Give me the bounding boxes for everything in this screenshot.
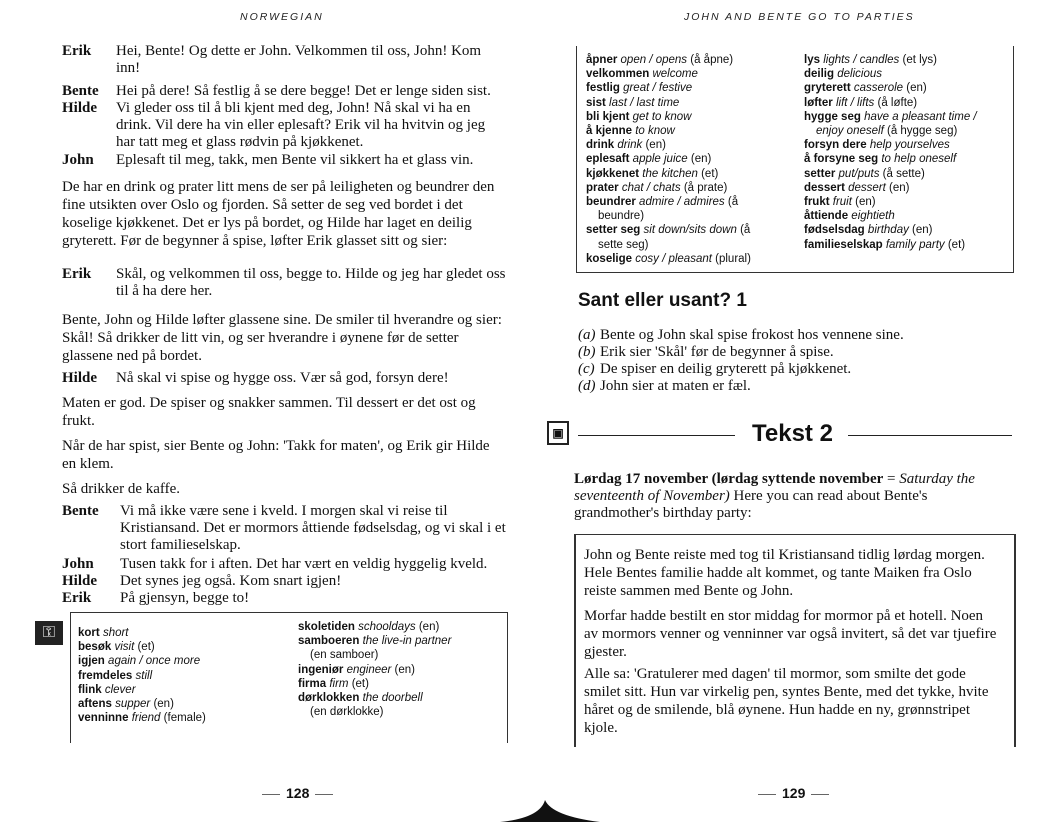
vocab-entry: festlig great / festive	[586, 82, 693, 95]
page-number: 129	[752, 785, 835, 801]
dialogue-line	[62, 573, 507, 590]
dialogue-text: Hei, Bente! Og dette er John. Velkommen til oss, John! Kom inn!	[116, 43, 482, 76]
dialogue-line	[62, 556, 507, 573]
vocab-entry: igjen again / once more	[78, 655, 201, 668]
dialogue-text: Nå skal vi spise og hygge oss. Vær så god, forsyn dere!	[116, 370, 449, 386]
vocab-entry: deilig delicious	[804, 68, 882, 81]
dialogue-line	[62, 370, 507, 387]
running-header: NORWEGIAN	[240, 11, 324, 23]
speaker-name: Bente	[62, 503, 99, 519]
dialogue-text: Det synes jeg også. Kom snart igjen!	[120, 573, 342, 589]
speaker-name: John	[62, 152, 94, 168]
vocab-entry: sist last / last time	[586, 96, 680, 109]
vocab-entry: fødselsdag birthday (en)	[804, 224, 933, 237]
dialogue-text: Tusen takk for i aften. Det har vært en veldig hyggelig kveld.	[120, 556, 488, 572]
vocab-entry: flink clever	[78, 683, 136, 696]
vocab-entry: venninne friend (female)	[78, 712, 206, 725]
narrative-paragraph: Når de har spist, sier Bente og John: 'Takk for maten', og Erik gir Hilde en klem.	[62, 438, 490, 472]
vocab-entry: å forsyne seg to help oneself	[804, 153, 957, 166]
book-spine-shadow	[500, 800, 600, 822]
vocab-entry: løfter lift / lifts (å løfte)	[804, 96, 918, 109]
speaker-name: Hilde	[62, 100, 98, 116]
vocab-entry: prater chat / chats (å prate)	[586, 181, 728, 194]
dialogue-line	[62, 503, 507, 554]
vocab-entry: åpner open / opens (å åpne)	[586, 54, 734, 66]
speaker-name: Erik	[62, 266, 92, 282]
speaker-name: Erik	[62, 43, 92, 59]
dialogue-text: Vi gleder oss til å bli kjent med deg, John! Nå skal vi ha en drink. Vil dere ha vin eller eplesaft? Erik vil ha hvitvin og jeg har tatt meg et glass rødvin på kjøkkenet.	[116, 100, 486, 150]
narrative-paragraph: De har en drink og prater litt mens de ser på leiligheten og beundrer den fine utsikten over Oslo og fjorden. Så setter de seg ved bordet i det koselige kjøkkenet. Det er lys på bordet, og Hilde har laget en deilig gryterett. Før de begynner å spise, løfter Erik glasset sitt og sier:	[62, 179, 495, 249]
vocab-entry: setter put/puts (å sette)	[804, 167, 925, 180]
exercise-item: (a) Bente og John skal spise frokost hos vennene sine.	[578, 327, 904, 343]
vocab-entry-continuation: sette seg)	[598, 238, 649, 251]
vocab-entry: setter seg sit down/sits down (å	[586, 224, 751, 237]
vocab-entry: firma firm (et)	[298, 677, 369, 690]
vocab-entry: kjøkkenet the kitchen (et)	[586, 167, 719, 180]
vocab-entry: åttiende eightieth	[804, 210, 895, 223]
vocab-entry: beundrer admire / admires (å	[586, 196, 739, 209]
vocab-entry: samboeren the live-in partner	[298, 635, 452, 648]
speaker-name: Hilde	[62, 573, 98, 589]
speaker-name: John	[62, 556, 94, 572]
vocabulary-column	[298, 620, 503, 719]
vocab-entry: ingeniør engineer (en)	[298, 663, 415, 676]
page-number: 128	[256, 785, 339, 801]
vocab-entry: å kjenne to know	[586, 125, 675, 138]
vocab-entry: aftens supper (en)	[78, 698, 174, 711]
dialogue-line	[62, 266, 507, 300]
dialogue-line	[62, 590, 507, 607]
vocab-entry: velkommen welcome	[586, 68, 698, 81]
vocab-entry: gryterett casserole (en)	[804, 82, 927, 95]
dialogue-text: Eplesaft til meg, takk, men Bente vil sikkert ha et glass vin.	[116, 152, 474, 168]
exercise-item: (d) John sier at maten er fæl.	[578, 378, 751, 394]
vocabulary-column	[804, 53, 1009, 252]
narrative-paragraph: Maten er god. De spiser og snakker sammen. Til dessert er det ost og frukt.	[62, 395, 476, 429]
vocab-entry: dørklokken the doorbell	[298, 692, 423, 705]
vocabulary-column	[586, 53, 798, 266]
key-vocabulary-icon: ⚿	[35, 621, 63, 645]
story-paragraph: Morfar hadde bestilt en stor middag for mormor på et hotell. Noen av mormors venner og venninner var også invitert, så det var tjuefire gjester.	[584, 608, 997, 660]
narrative-paragraph: Så drikker de kaffe.	[62, 481, 181, 497]
speaker-name: Bente	[62, 83, 99, 99]
vocab-entry: drink drink (en)	[586, 139, 666, 152]
story-paragraph: Alle sa: 'Gratulerer med dagen' til mormor, som smilte det gode smilet sitt. Hun var virkelig pen, syntes Bente, med det tykke, hvite håret og de smilende, blå øynene. Hun hadde en ny, grønnstripet kjole.	[584, 666, 989, 736]
vocab-entry-continuation: beundre)	[598, 210, 645, 223]
vocab-entry: besøk visit (et)	[78, 641, 155, 654]
vocab-entry: fremdeles still	[78, 669, 153, 682]
speaker-name: Hilde	[62, 370, 98, 386]
vocab-entry: frukt fruit (en)	[804, 196, 876, 209]
exercise-item: (c) De spiser en deilig gryterett på kjøkkenet.	[578, 361, 852, 377]
dialogue-text: Vi må ikke være sene i kveld. I morgen skal vi reise til Kristiansand. Det er mormors åttiende fødselsdag, og vi skal i et stort familieselskap.	[120, 503, 506, 553]
vocab-entry: skoletiden schooldays (en)	[298, 621, 440, 633]
vocab-entry: bli kjent get to know	[586, 110, 692, 123]
running-header: JOHN AND BENTE GO TO PARTIES	[684, 11, 915, 23]
dialogue-line	[62, 83, 507, 100]
vocab-entry: kort short	[78, 627, 129, 639]
cassette-icon: ▣	[547, 421, 569, 445]
exercise-item: (b) Erik sier 'Skål' før de begynner å spise.	[578, 344, 834, 360]
vocab-entry: dessert dessert (en)	[804, 181, 910, 194]
vocab-entry: koselige cosy / pleasant (plural)	[586, 252, 751, 265]
vocab-entry-continuation: enjoy oneself (å hygge seg)	[816, 125, 958, 138]
vocab-entry: forsyn dere help yourselves	[804, 139, 950, 152]
dialogue-text: Hei på dere! Så festlig å se dere begge! Det er lenge siden sist.	[116, 83, 491, 99]
left-page	[0, 0, 520, 822]
narrative-paragraph: Bente, John og Hilde løfter glassene sine. De smiler til hverandre og sier: Skål! Så drikker de litt vin, og ser hverandre i øynene før de setter glassene ned på bordet.	[62, 312, 502, 364]
vocabulary-column	[78, 626, 278, 725]
dialogue-line	[62, 100, 507, 151]
vocab-entry: eplesaft apple juice (en)	[586, 153, 712, 166]
vocab-entry: lys lights / candles (et lys)	[804, 54, 937, 66]
speaker-name: Erik	[62, 590, 92, 606]
dialogue-line	[62, 43, 507, 77]
vocab-entry-continuation: (en samboer)	[310, 649, 379, 662]
section-intro: Lørdag 17 november (lørdag syttende november = Saturday the seventeenth of November) Here you can read about Bente's grandmother's birthday party:	[574, 471, 975, 521]
heading-rule	[848, 435, 1012, 436]
dialogue-line	[62, 152, 507, 169]
exercise-heading: Sant eller usant? 1	[578, 290, 747, 311]
section-heading: Tekst 2	[752, 420, 833, 447]
heading-rule	[578, 435, 735, 436]
dialogue-text: På gjensyn, begge to!	[120, 590, 250, 606]
vocab-entry-continuation: (en dørklokke)	[310, 706, 384, 719]
vocab-entry: hygge seg have a pleasant time /	[804, 110, 977, 123]
dialogue-text: Skål, og velkommen til oss, begge to. Hilde og jeg har gledet oss til å ha dere her.	[116, 266, 506, 299]
vocab-entry: familieselskap family party (et)	[804, 238, 966, 251]
story-paragraph: John og Bente reiste med tog til Kristiansand tidlig lørdag morgen. Hele Bentes familie hadde alt kommet, og tante Maiken fra Oslo reiste sammen med Bente og John.	[584, 547, 985, 599]
